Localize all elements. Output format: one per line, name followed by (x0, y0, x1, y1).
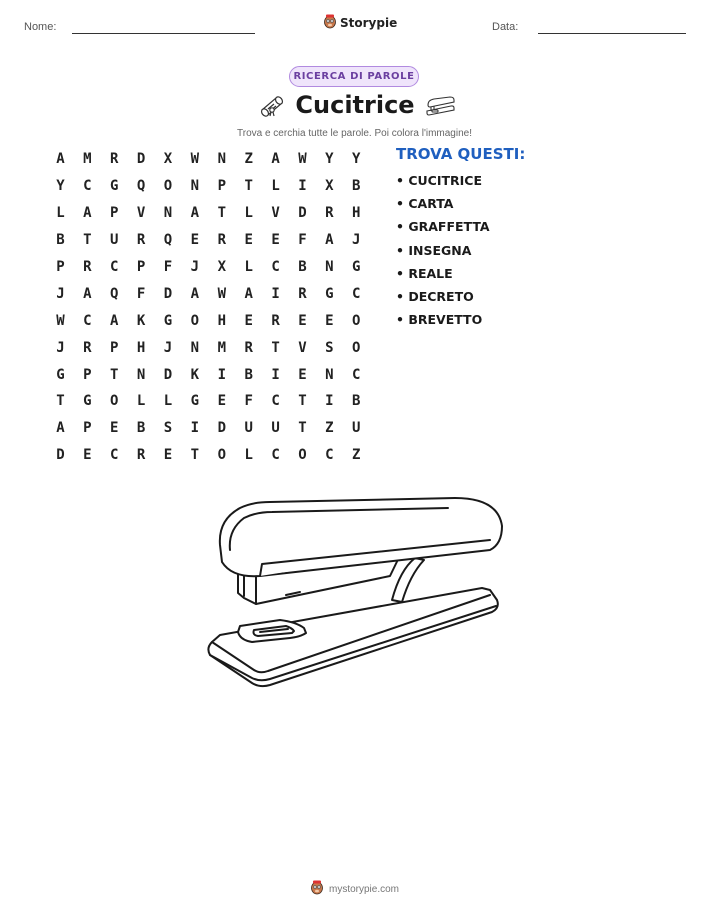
grid-letter[interactable]: O (298, 447, 307, 464)
grid-letter[interactable]: Z (244, 151, 253, 168)
grid-letter[interactable]: D (217, 420, 226, 437)
grid-letter[interactable]: L (56, 205, 65, 222)
grid-letter[interactable]: F (136, 285, 146, 302)
stapler-illustration[interactable] (200, 490, 510, 690)
grid-letter[interactable]: A (56, 151, 65, 168)
grid-letter[interactable]: E (271, 232, 280, 249)
grid-letter[interactable]: J (56, 339, 65, 356)
grid-letter[interactable]: P (217, 178, 226, 195)
grid-letter[interactable]: V (271, 205, 280, 222)
grid-letter[interactable]: A (56, 420, 65, 437)
grid-letter[interactable]: P (110, 339, 119, 356)
grid-letter[interactable]: T (244, 178, 253, 195)
grid-letter[interactable]: P (56, 259, 65, 275)
grid-letter[interactable]: X (217, 259, 226, 275)
grid-row (47, 200, 370, 227)
grid-letter[interactable]: W (56, 312, 65, 329)
grid-row (47, 361, 370, 388)
grid-letter[interactable]: R (83, 339, 92, 356)
grid-letter[interactable]: I (217, 366, 226, 383)
grid-letter[interactable]: B (298, 259, 307, 275)
grid-letter[interactable]: E (163, 447, 173, 464)
grid-letter[interactable]: L (163, 393, 173, 410)
grid-letter[interactable]: T (298, 393, 307, 410)
grid-letter[interactable]: L (136, 393, 146, 410)
grid-letter[interactable]: R (136, 447, 146, 464)
grid-letter[interactable]: K (190, 366, 200, 383)
grid-letter[interactable]: D (163, 366, 173, 383)
grid-letter[interactable]: E (244, 232, 253, 249)
grid-letter[interactable]: Y (325, 151, 334, 168)
grid-letter[interactable]: O (190, 312, 200, 329)
grid-letter[interactable]: I (298, 178, 307, 195)
grid-letter[interactable]: O (163, 178, 173, 195)
grid-letter[interactable]: I (325, 393, 334, 410)
grid-letter[interactable]: O (352, 312, 361, 329)
grid-row (47, 388, 370, 415)
grid-letter[interactable]: X (325, 178, 334, 195)
grid-letter[interactable]: T (217, 205, 226, 222)
grid-letter[interactable]: R (244, 339, 253, 356)
grid-letter[interactable]: D (163, 285, 173, 302)
grid-letter[interactable]: A (190, 205, 200, 222)
grid-letter[interactable]: A (325, 232, 334, 249)
grid-letter[interactable]: A (83, 205, 92, 222)
grid-letter[interactable]: G (352, 259, 361, 275)
grid-letter[interactable]: H (136, 339, 146, 356)
grid-letter[interactable]: I (271, 285, 280, 302)
grid-letter[interactable]: T (83, 232, 92, 249)
word-list-item: • GRAFFETTA (396, 219, 490, 235)
grid-letter[interactable]: R (271, 312, 280, 329)
footer (0, 879, 709, 899)
grid-letter[interactable]: I (190, 420, 200, 437)
grid-letter[interactable]: N (190, 339, 200, 356)
grid-letter[interactable]: I (271, 366, 280, 383)
grid-letter[interactable]: U (352, 420, 361, 437)
grid-letter[interactable]: U (244, 420, 253, 437)
grid-row (47, 307, 370, 334)
name-label: Nome: (24, 21, 57, 33)
grid-letter[interactable]: K (136, 312, 146, 329)
grid-letter[interactable]: D (56, 447, 65, 464)
grid-letter[interactable]: R (298, 285, 307, 302)
grid-letter[interactable]: J (352, 232, 361, 249)
diploma-icon (256, 94, 286, 122)
grid-row (47, 254, 370, 281)
grid-letter[interactable]: Q (163, 232, 173, 249)
grid-letter[interactable]: C (271, 259, 280, 275)
grid-letter[interactable]: D (136, 151, 146, 168)
grid-row (47, 442, 370, 469)
grid-letter[interactable]: V (298, 339, 307, 356)
grid-letter[interactable]: F (163, 259, 173, 275)
grid-letter[interactable]: T (56, 393, 65, 410)
grid-letter[interactable]: C (271, 447, 280, 464)
grid-letter[interactable]: P (110, 205, 119, 222)
grid-letter[interactable]: B (352, 393, 361, 410)
grid-letter[interactable]: G (56, 366, 65, 383)
grid-letter[interactable]: E (298, 312, 307, 329)
page-title: Cucitrice (295, 91, 415, 119)
grid-letter[interactable]: C (110, 447, 119, 464)
grid-letter[interactable]: B (352, 178, 361, 195)
grid-letter[interactable]: O (217, 447, 226, 464)
grid-letter[interactable]: R (83, 259, 92, 275)
grid-letter[interactable]: C (325, 447, 334, 464)
grid-row (47, 280, 370, 307)
grid-letter[interactable]: F (298, 232, 307, 249)
grid-letter[interactable]: W (190, 151, 200, 168)
grid-letter[interactable]: P (136, 259, 146, 275)
mascot-icon (323, 13, 337, 33)
grid-letter[interactable]: A (244, 285, 253, 302)
grid-letter[interactable]: A (83, 285, 92, 302)
grid-letter[interactable]: T (298, 420, 307, 437)
grid-letter[interactable]: T (190, 447, 200, 464)
word-list-item: • DECRETO (396, 288, 474, 304)
grid-letter[interactable]: T (110, 366, 119, 383)
grid-letter[interactable]: J (163, 339, 173, 356)
grid-letter[interactable]: J (190, 259, 200, 275)
activity-badge: RICERCA DI PAROLE (289, 66, 419, 87)
footer-link[interactable]: mystorypie.com (328, 883, 399, 895)
grid-letter[interactable]: F (244, 393, 253, 410)
grid-letter[interactable]: A (110, 312, 119, 329)
grid-letter[interactable]: Z (325, 420, 334, 437)
stapler-icon (424, 95, 456, 121)
grid-letter[interactable]: E (83, 447, 92, 464)
word-list (396, 172, 490, 334)
grid-letter[interactable]: G (163, 312, 173, 329)
grid-letter[interactable]: C (352, 366, 361, 383)
mascot-icon (310, 879, 324, 899)
grid-letter[interactable]: J (56, 285, 65, 302)
grid-letter[interactable]: B (244, 366, 253, 383)
grid-letter[interactable]: L (271, 178, 280, 195)
grid-letter[interactable]: S (325, 339, 334, 356)
grid-letter[interactable]: C (271, 393, 280, 410)
date-line[interactable] (538, 33, 686, 34)
grid-letter[interactable]: U (110, 232, 119, 249)
grid-letter[interactable]: B (136, 420, 146, 437)
grid-row (47, 173, 370, 200)
name-line[interactable] (72, 33, 255, 34)
word-search-grid (47, 146, 370, 469)
grid-letter[interactable]: C (110, 259, 119, 275)
grid-letter[interactable]: N (136, 366, 146, 383)
grid-row (47, 334, 370, 361)
grid-letter[interactable]: W (217, 285, 226, 302)
grid-letter[interactable]: H (217, 312, 226, 329)
grid-letter[interactable]: W (298, 151, 307, 168)
instructions: Trova e cerchia tutte le parole. Poi colora l'immagine! (237, 128, 472, 139)
grid-letter[interactable]: D (298, 205, 307, 222)
grid-letter[interactable]: N (325, 259, 334, 275)
brand-name: Storypie (340, 16, 398, 30)
grid-letter[interactable]: M (217, 339, 226, 356)
grid-letter[interactable]: R (325, 205, 334, 222)
grid-letter[interactable]: P (83, 366, 92, 383)
word-list-item: • CARTA (396, 196, 454, 212)
grid-letter[interactable]: R (217, 232, 226, 249)
word-list-title: TROVA QUESTI: (396, 145, 526, 163)
grid-letter[interactable]: O (110, 393, 119, 410)
grid-letter[interactable]: E (298, 366, 307, 383)
grid-letter[interactable]: R (110, 151, 119, 168)
grid-letter[interactable]: A (190, 285, 200, 302)
grid-letter[interactable]: L (244, 259, 253, 275)
grid-letter[interactable]: C (83, 312, 92, 329)
grid-row (47, 146, 370, 173)
grid-letter[interactable]: Q (136, 178, 146, 195)
grid-letter[interactable]: T (271, 339, 280, 356)
grid-letter[interactable]: A (271, 151, 280, 168)
grid-letter[interactable]: E (217, 393, 226, 410)
grid-letter[interactable]: U (271, 420, 280, 437)
word-list-item: • INSEGNA (396, 242, 472, 258)
grid-letter[interactable]: Y (56, 178, 65, 195)
word-list-item: • REALE (396, 265, 453, 281)
grid-letter[interactable]: G (110, 178, 119, 195)
word-list-item: • BREVETTO (396, 312, 483, 328)
grid-letter[interactable]: R (136, 232, 146, 249)
grid-letter[interactable]: C (83, 178, 92, 195)
grid-letter[interactable]: E (110, 420, 119, 437)
grid-letter[interactable]: C (352, 285, 361, 302)
grid-letter[interactable]: E (244, 312, 253, 329)
grid-letter[interactable]: B (56, 232, 65, 249)
grid-letter[interactable]: X (163, 151, 173, 168)
grid-letter[interactable]: G (190, 393, 200, 410)
grid-letter[interactable]: V (136, 205, 146, 222)
grid-row (47, 415, 370, 442)
grid-row (47, 227, 370, 254)
grid-letter[interactable]: Y (352, 151, 361, 168)
grid-letter[interactable]: Z (352, 447, 361, 464)
grid-letter[interactable]: G (325, 285, 334, 302)
grid-letter[interactable]: N (217, 151, 226, 168)
grid-letter[interactable]: L (244, 447, 253, 464)
grid-letter[interactable]: E (190, 232, 200, 249)
grid-letter[interactable]: H (352, 205, 361, 222)
grid-letter[interactable]: L (244, 205, 253, 222)
grid-letter[interactable]: Q (110, 285, 119, 302)
grid-letter[interactable]: N (325, 366, 334, 383)
grid-letter[interactable]: N (163, 205, 173, 222)
grid-letter[interactable]: M (83, 151, 92, 168)
grid-letter[interactable]: G (83, 393, 92, 410)
grid-letter[interactable]: N (190, 178, 200, 195)
brand-logo (323, 13, 397, 33)
grid-letter[interactable]: E (325, 312, 334, 329)
grid-letter[interactable]: P (83, 420, 92, 437)
grid-letter[interactable]: O (352, 339, 361, 356)
word-list-item: • CUCITRICE (396, 173, 483, 188)
grid-letter[interactable]: S (163, 420, 173, 437)
date-label: Data: (492, 21, 519, 33)
